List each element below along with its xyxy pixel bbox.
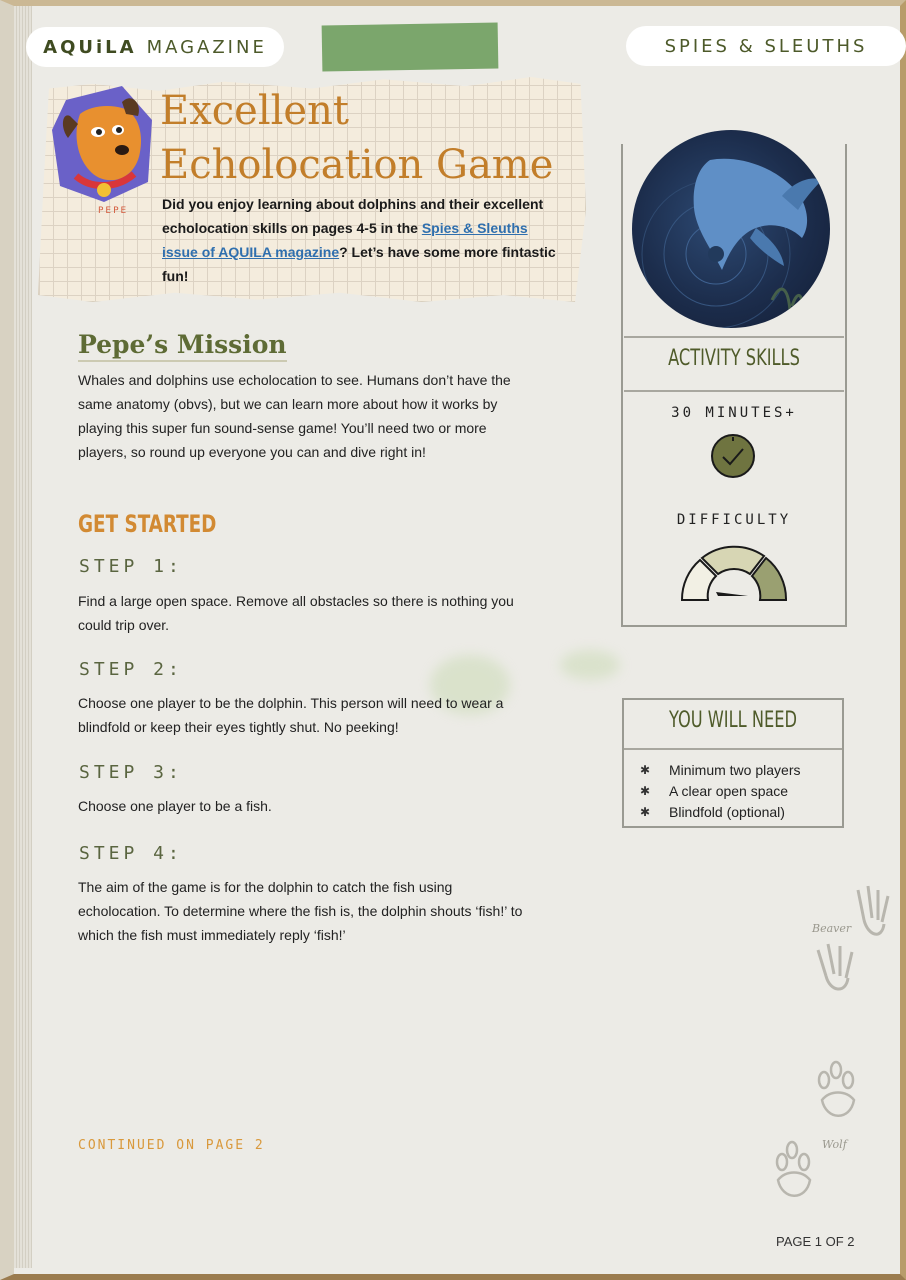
list-item [640, 802, 800, 823]
step-2-text: Choose one player to be the dolphin. This person will need to wear a blindfold or keep their eyes tightly shut. No peeking! [78, 695, 504, 735]
beaver-track-icon [808, 880, 898, 1000]
smudge [560, 650, 620, 680]
step-1-text: Find a large open space. Remove all obstacles so there is nothing you could trip over. [78, 593, 514, 633]
step-4-label: STEP 4: [79, 843, 183, 864]
step-2-label: STEP 2: [79, 659, 183, 680]
continued-note: CONTINUED ON PAGE 2 [78, 1138, 265, 1153]
intro-text-2: ? Let’s have some more fintastic fun! [162, 244, 556, 284]
tape-strip [322, 22, 499, 71]
mission-text: Whales and dolphins use echolocation to see. Humans don’t have the same anatomy (obvs), but we can learn more about how it works by playing this super fun sound-sense game! You’ll need two or more players, so round up everyone you can and dive right in! [78, 372, 511, 460]
dolphin-illustration [632, 130, 830, 328]
title-line-1: Excellent [160, 88, 349, 134]
intro-paragraph [162, 192, 562, 288]
magazine-brand: AQUiLA [43, 36, 137, 58]
magazine-suffix: MAGAZINE [146, 36, 267, 58]
issue-tag: SPIES & SLEUTHS [664, 35, 868, 57]
divider [624, 336, 844, 338]
divider [624, 390, 844, 392]
intro-text-1: Did you enjoy learning about dolphins and their excellent echolocation skills on pages 4-5 in the [162, 196, 544, 236]
divider [624, 748, 842, 750]
step-3-text: Choose one player to be a fish. [78, 798, 272, 814]
pepe-dog-icon [52, 86, 156, 220]
step-1-label: STEP 1: [79, 556, 183, 577]
wolf-track-icon [770, 1050, 870, 1220]
activity-skills-heading: ACTIVITY SKILLS [668, 346, 800, 371]
asterisk-icon: ✱ [640, 784, 651, 798]
magazine-name-pill [26, 27, 284, 67]
difficulty-gauge-icon [678, 540, 790, 604]
you-will-need-heading: YOU WILL NEED [669, 708, 797, 733]
mission-heading: Pepe’s Mission [78, 330, 287, 359]
wolf-track-label: Wolf [822, 1138, 847, 1151]
list-item [640, 760, 800, 781]
asterisk-icon: ✱ [640, 805, 651, 819]
pepe-caption: PEPE [98, 206, 129, 216]
clock-icon [710, 433, 756, 479]
need-item-text: Minimum two players [669, 762, 801, 778]
need-item-text: Blindfold (optional) [669, 804, 785, 820]
step-3-label: STEP 3: [79, 762, 183, 783]
list-item [640, 781, 800, 802]
needs-list [640, 760, 800, 823]
asterisk-icon: ✱ [640, 763, 651, 777]
get-started-heading: GET STARTED [78, 510, 217, 538]
difficulty-label: DIFFICULTY [676, 512, 792, 528]
time-label: 30 MINUTES+ [671, 405, 797, 421]
page-stack-edges [14, 6, 32, 1268]
issue-link[interactable]: Spies & Sleuths issue of AQUILA magazine [162, 220, 528, 260]
issue-tag-pill [626, 26, 906, 66]
step-4-text: The aim of the game is for the dolphin to catch the fish using echolocation. To determine where the fish is, the dolphin shouts ‘fish!’ to which the fish must immediately reply ‘fish!’ [78, 879, 523, 943]
page-title [160, 84, 590, 192]
beaver-track-label: Beaver [812, 922, 852, 935]
dolphin-icon [632, 130, 830, 328]
title-line-2: Echolocation Game [160, 142, 554, 188]
need-item-text: A clear open space [669, 783, 789, 799]
page-number: PAGE 1 OF 2 [776, 1234, 855, 1249]
